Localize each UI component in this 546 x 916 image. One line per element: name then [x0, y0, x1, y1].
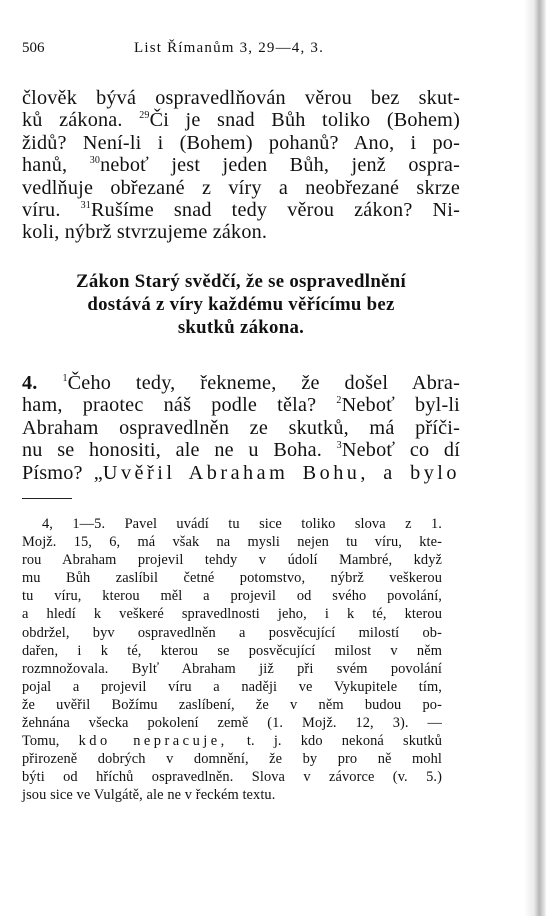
spaced-quote: kdo nepracuje, [78, 733, 228, 750]
footnote-line: přirozeně dobrých v domnění, že by pro ně mohl [22, 751, 442, 768]
text-line: ham, praotec náš podle těla? $^2$Neboť byl-li [22, 394, 460, 417]
text-line: víru. $^{31}$Rušíme snad tedy věrou zákon? Ni- [22, 199, 460, 222]
text-line: koli, nýbrž stvrzujeme zákon. [22, 221, 268, 244]
footnote-line: mu Bůh zaslíbil četné potomstvo, nýbrž veškerou [22, 570, 442, 587]
page-number: 506 [22, 40, 45, 56]
verse-number: 3 [336, 440, 342, 452]
text-line: židů? Není-li i (Bohem) pohanů? Ano, i po- [22, 131, 460, 154]
heading-line: skutků zákona. [177, 317, 305, 338]
footnote-line: jsou sice ve Vulgátě, ale ne v řeckém textu. [22, 787, 276, 804]
heading-line: Zákon Starý svědčí, že se ospravedlnění [76, 271, 406, 292]
spaced-quote: Uvěřil Abraham Bohu, a bylo [102, 461, 461, 484]
page-edge-shadow [524, 0, 546, 916]
verse-number: 30 [89, 155, 101, 167]
verse-number: 31 [80, 200, 91, 212]
footnote [22, 515, 442, 805]
chapter-number: 4. [22, 372, 38, 394]
footnote-line: tu víru, kterou měl a projevil od svého povolání, [22, 588, 442, 605]
text-line: nu se honositi, ale ne u Boha. $^3$Neboť co dí [22, 439, 461, 462]
verse-number: 2 [336, 395, 342, 407]
footnote-line: býti od hříchů ospravedlněn. Slova v závorce (v. 5.) [22, 769, 442, 786]
paragraph-romans-4-start [22, 372, 460, 484]
footnote-line: žehnána všecka pokolení země (1. Mojž. 12, 3). — [22, 715, 442, 732]
footnote-line: 4, 1—5. Pavel uvádí tu sice toliko slova z 1. [42, 516, 442, 532]
footnote-line: Mojž. 15, 6, má však na mysli nejen tu víru, kte- [22, 534, 442, 551]
text-line: ků zákona. $^{29}$Či je snad Bůh toliko (Bohem) [22, 109, 460, 132]
footnote-line: pojal a projevil víru a naději ve Vykupitele tím, [22, 678, 442, 695]
footnote-line: rou Abraham projevil tehdy v údolí Mambré, když [22, 552, 442, 569]
page-header [22, 40, 462, 62]
footnote-line: rozmnožovala. Bylť Abraham již při svém povolání [22, 660, 442, 677]
paragraph-romans-3-end [22, 87, 460, 244]
heading-line: dostává z víry každému věřícímu bez [87, 294, 395, 315]
section-heading [22, 270, 460, 339]
footnote-line: Tomu, kdo nepracuje, t. j. kdo nekoná skutků [22, 733, 443, 750]
text-line: Abraham ospravedlněn ze skutků, má příči- [22, 416, 460, 439]
footnote-divider [22, 498, 72, 499]
text-line: 4. $^1$Čeho tedy, řekneme, že došel Abra- [22, 372, 460, 394]
verse-number: 1 [62, 373, 68, 384]
footnote-line: obdržel, byv ospravedlněn a posvěcující milostí ob- [22, 624, 442, 641]
running-head: List Římanům 3, 29—4, 3. [134, 40, 325, 56]
text-line: člověk bývá ospravedlňován věrou bez skut- [22, 87, 460, 109]
footnote-line: a hledí k veškeré spravedlnosti jeho, i k té, kterou [22, 606, 442, 623]
text-line: Písmo? „Uvěřil Abraham Bohu, a bylo [22, 461, 461, 484]
footnote-line: že uvěřil Božímu zaslíbení, že v něm budou po- [22, 696, 442, 713]
text-line: vedlňuje obřezané z víry a neobřezané skrze [22, 176, 460, 199]
verse-number: 29 [139, 110, 150, 122]
text-line: hanů, $^{30}$neboť jest jeden Bůh, jenž ospra- [22, 154, 460, 177]
footnote-line: dařen, i k té, kterou se posvěcující milost v něm [22, 642, 442, 659]
